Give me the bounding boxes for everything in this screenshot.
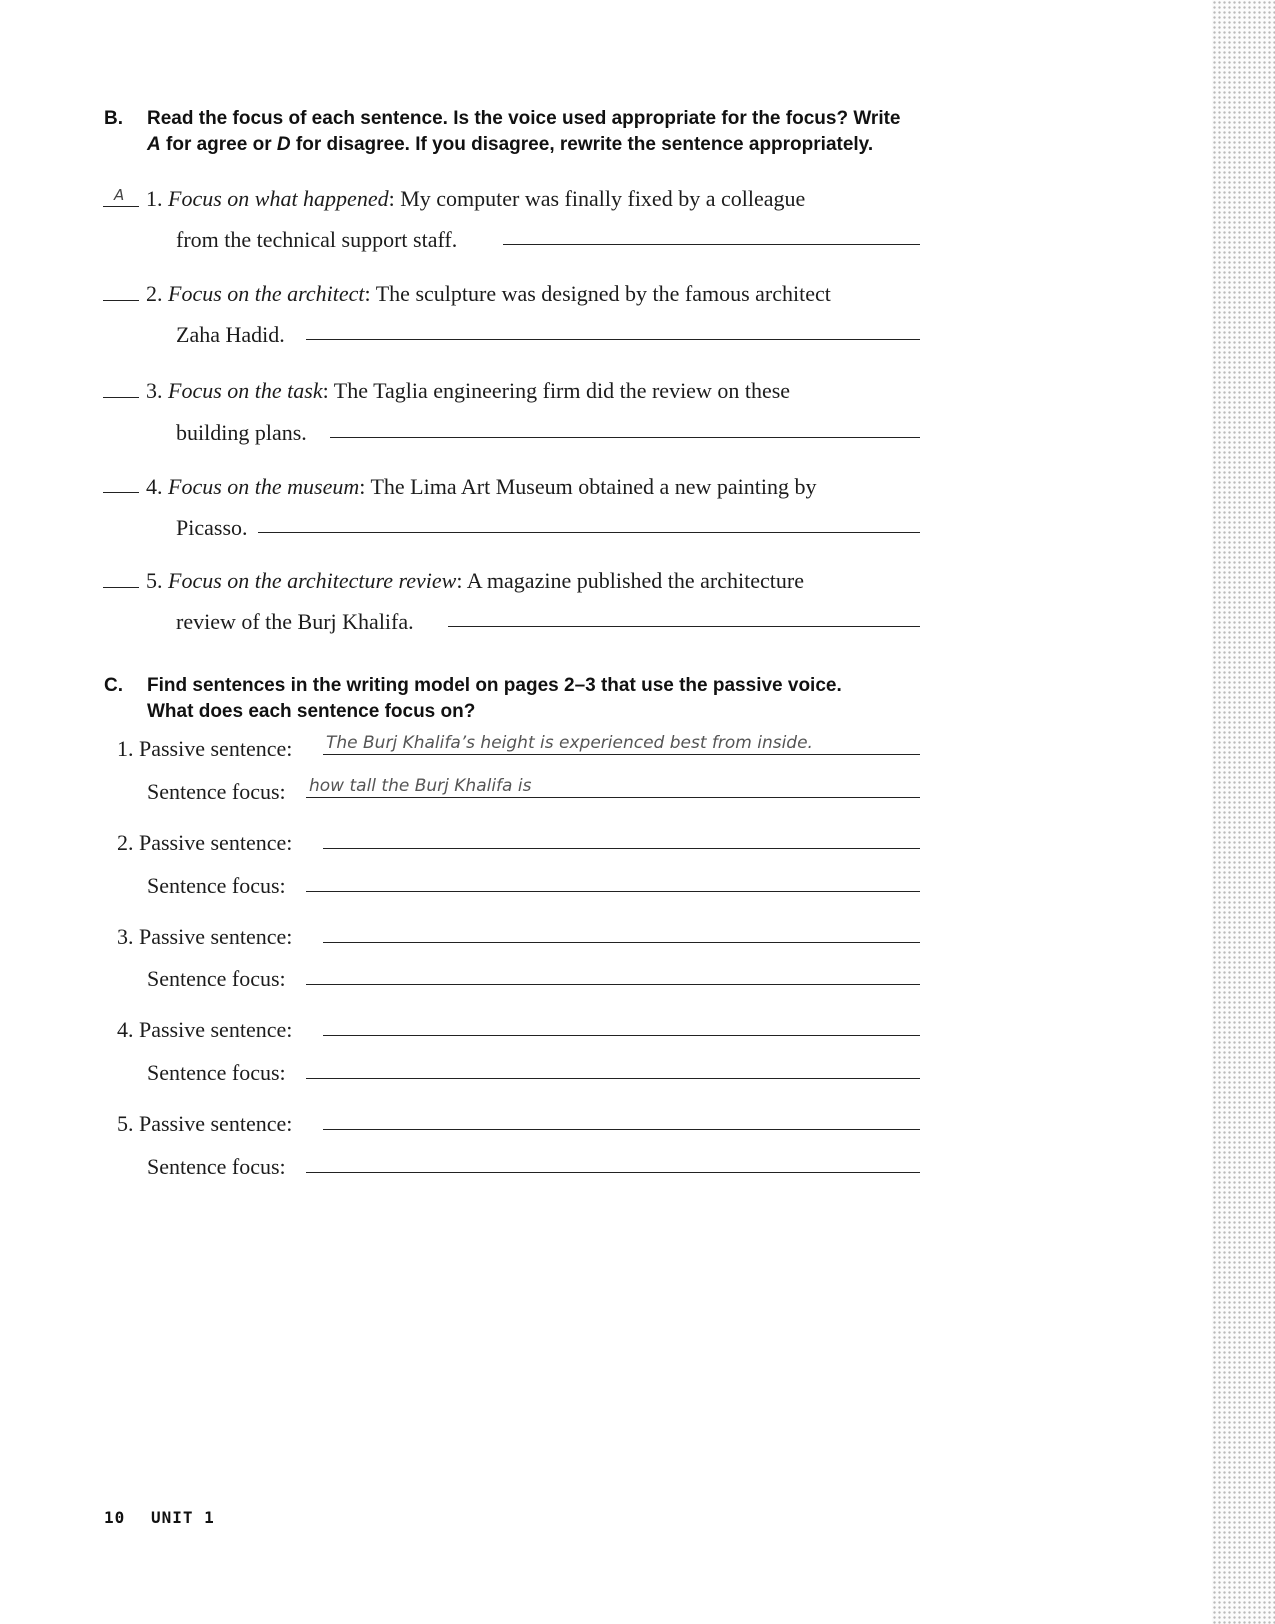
section-b-letter: B. [104, 108, 123, 129]
passive-answer-1: The Burj Khalifa’s height is experienced best from inside. [326, 733, 813, 753]
section-b-instruction-line1: Read the focus of each sentence. Is the voice used appropriate for the focus? Write [147, 108, 901, 129]
focus-answer-line-4[interactable] [306, 1078, 920, 1079]
rewrite-line-4[interactable] [258, 532, 920, 533]
rewrite-line-5[interactable] [448, 626, 920, 627]
item-number: 5. [146, 568, 163, 593]
item-text: : A magazine published the architecture [456, 568, 804, 593]
passive-label: Passive sentence: [139, 830, 293, 855]
section-b-instruction-line2 [147, 132, 947, 158]
passive-answer-line-3[interactable] [323, 942, 920, 943]
item-2-line2: Zaha Hadid. [176, 322, 285, 347]
c-row-number: 4. [117, 1017, 134, 1042]
instruction-part: for agree or [160, 134, 277, 155]
item-2-line1 [146, 281, 831, 307]
section-b-instructions [147, 106, 947, 158]
c-row-5-passive [117, 1111, 292, 1137]
c-row-1-passive [117, 736, 292, 762]
item-4-line2: Picasso. [176, 515, 248, 540]
answer-value-1: A [114, 186, 125, 204]
item-text: : The sculpture was designed by the famous architect [364, 281, 831, 306]
passive-answer-line-4[interactable] [323, 1035, 920, 1036]
page-number: 10 [104, 1508, 126, 1527]
item-text: : My computer was finally fixed by a colleague [388, 186, 806, 211]
item-5-line2: review of the Burj Khalifa. [176, 609, 414, 634]
focus-answer-1: how tall the Burj Khalifa is [309, 776, 532, 796]
c-row-number: 5. [117, 1111, 134, 1136]
section-c-instruction-line2: What does each sentence focus on? [147, 701, 476, 722]
item-3-line1 [146, 378, 790, 404]
c-row-2-passive [117, 830, 292, 856]
passive-label: Passive sentence: [139, 736, 293, 761]
c-row-3-focus: Sentence focus: [147, 966, 286, 991]
c-row-3-passive [117, 924, 292, 950]
section-c-letter: C. [104, 675, 123, 696]
passive-answer-line-2[interactable] [323, 848, 920, 849]
passive-label: Passive sentence: [139, 1111, 293, 1136]
item-1-line2: from the technical support staff. [176, 227, 458, 252]
item-focus: Focus on the architecture review [168, 568, 457, 593]
section-c-instructions [147, 673, 947, 725]
item-number: 4. [146, 474, 163, 499]
passive-label: Passive sentence: [139, 924, 293, 949]
c-row-5-focus: Sentence focus: [147, 1154, 286, 1179]
passive-answer-line-5[interactable] [323, 1129, 920, 1130]
item-4-line1 [146, 474, 816, 500]
item-5-line1 [146, 568, 804, 594]
focus-answer-line-2[interactable] [306, 891, 920, 892]
c-row-number: 2. [117, 830, 134, 855]
rewrite-line-3[interactable] [330, 437, 920, 438]
c-row-4-passive [117, 1017, 292, 1043]
item-text: : The Lima Art Museum obtained a new painting by [359, 474, 817, 499]
item-focus: Focus on what happened [168, 186, 389, 211]
c-row-2-focus: Sentence focus: [147, 873, 286, 898]
item-focus: Focus on the museum [168, 474, 360, 499]
item-number: 2. [146, 281, 163, 306]
dotted-margin-strip [1212, 0, 1275, 1624]
item-1-line1 [146, 186, 805, 212]
c-row-4-focus: Sentence focus: [147, 1060, 286, 1085]
agree-letter: A [147, 134, 161, 155]
answer-blank-3[interactable] [103, 397, 139, 398]
rewrite-line-2[interactable] [306, 339, 920, 340]
passive-label: Passive sentence: [139, 1017, 293, 1042]
answer-blank-5[interactable] [103, 587, 139, 588]
disagree-letter: D [276, 134, 291, 155]
item-text: : The Taglia engineering firm did the review on these [322, 378, 791, 403]
answer-blank-1[interactable] [103, 206, 139, 207]
section-c-instruction-line1: Find sentences in the writing model on pages 2–3 that use the passive voice. [147, 675, 842, 696]
item-3-line2: building plans. [176, 420, 307, 445]
focus-answer-line-3[interactable] [306, 984, 920, 985]
focus-answer-line-5[interactable] [306, 1172, 920, 1173]
focus-answer-line-1[interactable] [306, 797, 920, 798]
rewrite-line-1[interactable] [503, 244, 920, 245]
item-focus: Focus on the architect [168, 281, 365, 306]
instruction-part: for disagree. If you disagree, rewrite the sentence appropriately. [290, 134, 874, 155]
answer-blank-4[interactable] [103, 492, 139, 493]
c-row-1-focus: Sentence focus: [147, 779, 286, 804]
item-focus: Focus on the task [168, 378, 323, 403]
c-row-number: 1. [117, 736, 134, 761]
passive-answer-line-1[interactable] [323, 754, 920, 755]
answer-blank-2[interactable] [103, 300, 139, 301]
item-number: 3. [146, 378, 163, 403]
unit-label: UNIT 1 [151, 1508, 215, 1527]
c-row-number: 3. [117, 924, 134, 949]
item-number: 1. [146, 186, 163, 211]
